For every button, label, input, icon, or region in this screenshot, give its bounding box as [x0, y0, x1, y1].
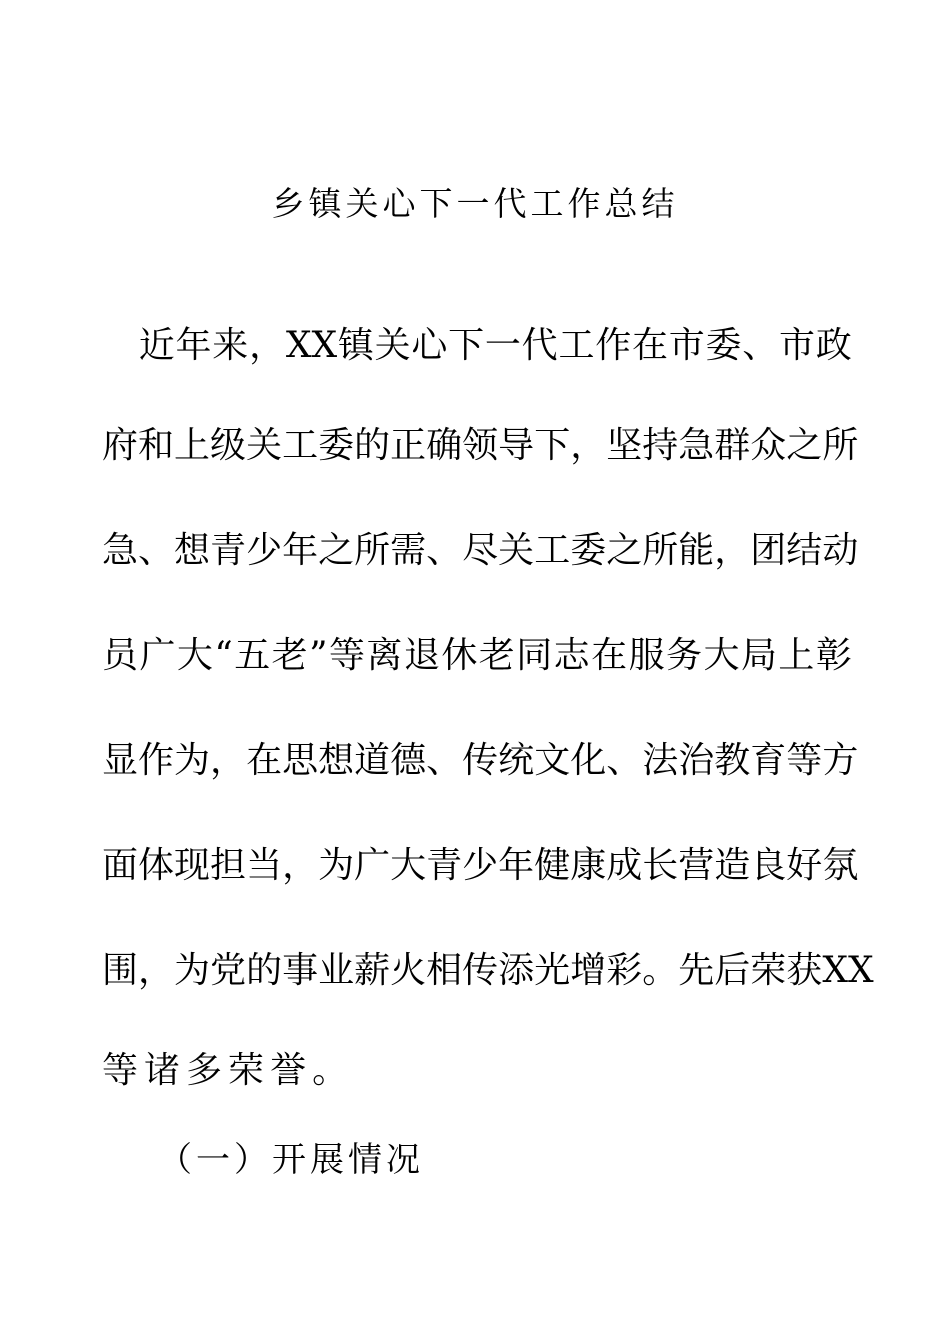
paragraph-line: 显 作 为 ， 在 思 想 道 德 、 传 统 文 化 、 法 治 教 育 等 方 — [102, 740, 859, 781]
paragraph-line: 等 诸 多 荣 誉 。 — [102, 1050, 355, 1091]
paragraph-line: 面 体 现 担 当 ， 为 广 大 青 少 年 健 康 成 长 营 造 良 好 氛 — [102, 845, 859, 886]
section-heading: （一）开展情况 — [158, 1140, 424, 1180]
paragraph-line: 府 和 上 级 关 工 委 的 正 确 领 导 下 ， 坚 持 急 群 众 之 所 — [102, 425, 859, 466]
paragraph-line: 员 广 大 “ 五 老 ” 等 离 退 休 老 同 志 在 服 务 大 局 上 彰 — [102, 635, 852, 676]
paragraph-line: 急 、 想 青 少 年 之 所 需 、 尽 关 工 委 之 所 能 ， 团 结 动 — [102, 530, 859, 571]
paragraph-line: 近 年 来 ， XX 镇 关 心 下 一 代 工 作 在 市 委 、 市 政 — [138, 325, 852, 366]
paragraph-line: 围 ， 为 党 的 事 业 薪 火 相 传 添 光 增 彩 。 先 后 荣 获 XX — [102, 950, 874, 991]
document-title: 乡镇关心下一代工作总结 — [271, 184, 679, 223]
